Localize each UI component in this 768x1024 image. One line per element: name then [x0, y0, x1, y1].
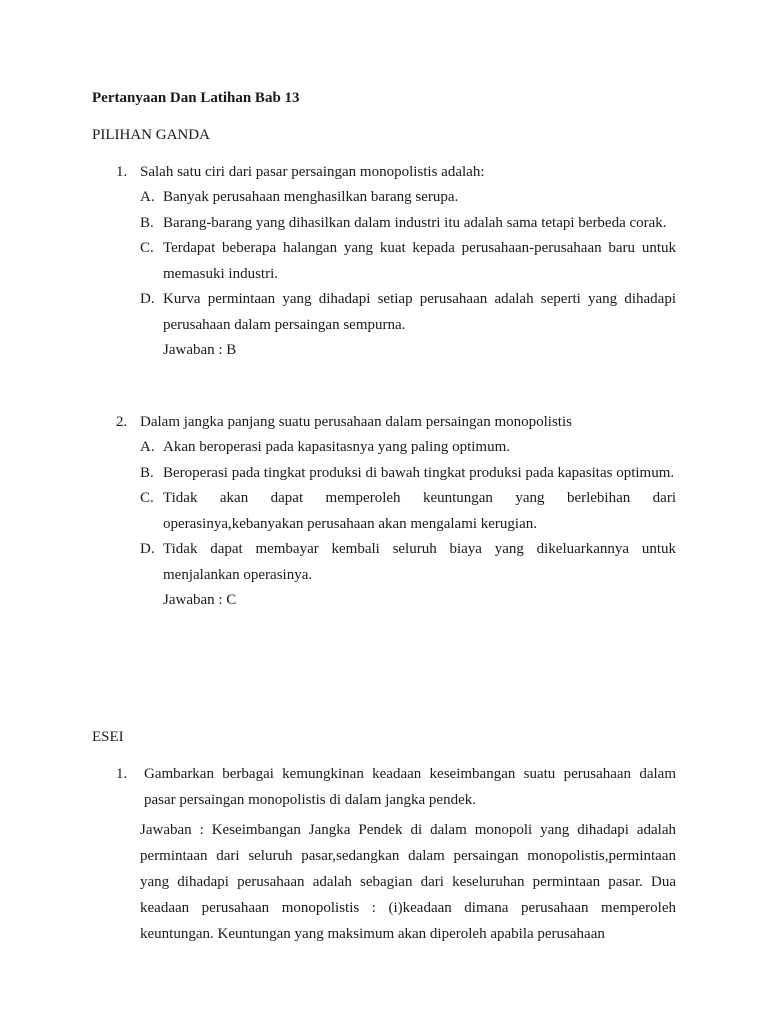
- question-2: [116, 412, 676, 614]
- option-b: [140, 461, 676, 487]
- answer-text: Jawaban : B: [163, 342, 237, 358]
- option-text: Akan beroperasi pada kapasitasnya yang paling optimum.: [163, 439, 510, 455]
- option-text: Banyak perusahaan menghasilkan barang serupa.: [163, 189, 459, 205]
- option-a: [140, 185, 676, 211]
- option-text: Terdapat beberapa halangan yang kuat kepada perusahaan-perusahaan baru untuk memasuki industri.: [163, 240, 676, 282]
- essay-question-1: [116, 762, 676, 947]
- question-number: 1.: [116, 164, 128, 180]
- question-text: Salah satu ciri dari pasar persaingan monopolistis adalah:: [140, 164, 485, 180]
- question-1: [116, 162, 676, 364]
- option-d: [140, 287, 676, 338]
- option-letter: A.: [140, 189, 155, 205]
- option-letter: C.: [140, 490, 154, 506]
- essay-question-text: Gambarkan berbagai kemungkinan keadaan keseimbangan suatu perusahaan dalam pasar persaingan monopolistis di dalam jangka pendek.: [144, 766, 676, 808]
- essay-answer-text: Jawaban : Keseimbangan Jangka Pendek di dalam monopoli yang dihadapi adalah permintaan dari seluruh pasar,sedangkan dalam persaingan monopolistis,permintaan yang dihadapi perusahaan adalah sebagian dari keseluruhan permintaan pasar. Dua keadaan perusahaan monopolistis : (i)keadaan dimana perusahaan memperoleh keuntungan. Keuntungan yang maksimum akan diperoleh apabila perusahaan: [140, 822, 676, 942]
- option-a: [140, 435, 676, 461]
- option-letter: B.: [140, 464, 154, 481]
- document-title: Pertanyaan Dan Latihan Bab 13: [92, 90, 300, 106]
- option-letter: D.: [140, 291, 155, 307]
- option-letter: A.: [140, 439, 155, 455]
- question-number: 2.: [116, 414, 128, 430]
- option-c: [140, 486, 676, 537]
- option-b: [140, 211, 676, 237]
- option-text: Barang-barang yang dihasilkan dalam industri itu adalah sama tetapi berbeda corak.: [163, 214, 667, 231]
- option-text: Beroperasi pada tingkat produksi di bawah tingkat produksi pada kapasitas optimum.: [163, 464, 675, 481]
- option-c: [140, 236, 676, 287]
- option-letter: D.: [140, 541, 155, 557]
- essay-number: 1.: [116, 766, 128, 782]
- option-d: [140, 537, 676, 588]
- option-letter: B.: [140, 214, 154, 231]
- answer-text: Jawaban : C: [163, 592, 237, 608]
- option-text: Tidak dapat membayar kembali seluruh biaya yang dikeluarkannya untuk menjalankan operasinya.: [163, 541, 676, 583]
- question-text: Dalam jangka panjang suatu perusahaan dalam persaingan monopolistis: [140, 414, 572, 430]
- option-text: Tidak akan dapat memperoleh keuntungan yang berlebihan dari operasinya,kebanyakan perusahaan akan mengalami kerugian.: [163, 490, 676, 532]
- section-heading-multiple-choice: PILIHAN GANDA: [92, 127, 210, 143]
- option-text: Kurva permintaan yang dihadapi setiap perusahaan adalah seperti yang dihadapi perusahaan dalam persaingan sempurna.: [163, 291, 676, 333]
- option-letter: C.: [140, 240, 154, 256]
- section-heading-essay: ESEI: [92, 729, 124, 745]
